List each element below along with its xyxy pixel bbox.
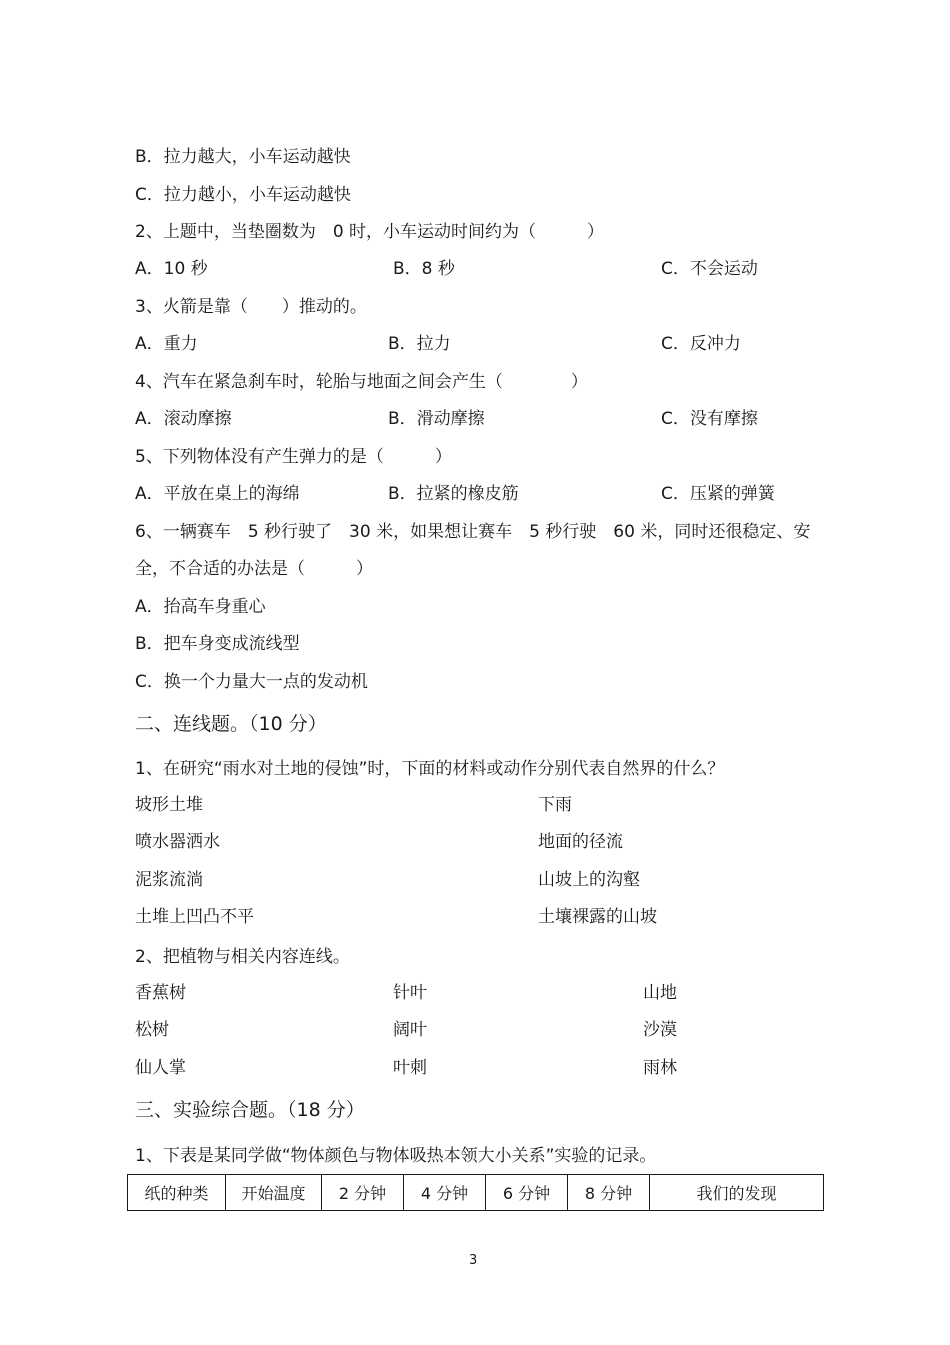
table-header-cell: 纸的种类: [128, 1175, 226, 1211]
q4-option-b: B．滑动摩擦: [388, 409, 485, 429]
s2-q1-left-item: 泥浆流淌: [135, 870, 203, 890]
q6-stem-line1: 6、一辆赛车 5 秒行驶了 30 米，如果想让赛车 5 秒行驶 60 米，同时还很稳定、安: [135, 522, 811, 542]
q6-option-c: C．换一个力量大一点的发动机: [135, 672, 368, 692]
s2-q1-stem: 1、在研究“雨水对土地的侵蚀”时，下面的材料或动作分别代表自然界的什么？: [135, 759, 725, 779]
experiment-record-table: [127, 1174, 824, 1211]
q3-option-c: C．反冲力: [661, 334, 741, 354]
s2-q2-plant: 仙人掌: [135, 1058, 186, 1078]
q1-option-c: C．拉力越小，小车运动越快: [135, 185, 351, 205]
q2-option-c: C．不会运动: [661, 259, 758, 279]
q3-option-b: B．拉力: [388, 334, 451, 354]
s2-q1-right-item: 山坡上的沟壑: [538, 870, 640, 890]
table-header-cell: 4 分钟: [404, 1175, 486, 1211]
s2-q1-right-item: 下雨: [538, 795, 572, 815]
table-header-cell: 8 分钟: [568, 1175, 650, 1211]
s2-q2-leaf: 叶刺: [393, 1058, 427, 1078]
section2-title: 二、连线题。（10 分）: [135, 713, 327, 735]
section3-title: 三、实验综合题。（18 分）: [135, 1099, 365, 1121]
q4-stem: 4、汽车在紧急刹车时，轮胎与地面之间会产生（ ）: [135, 372, 588, 392]
q5-stem: 5、下列物体没有产生弹力的是（ ）: [135, 447, 452, 467]
q5-option-a: A．平放在桌上的海绵: [135, 484, 300, 504]
s2-q1-left-item: 喷水器洒水: [135, 832, 220, 852]
s2-q1-left-item: 坡形土堆: [135, 795, 203, 815]
q4-option-a: A．滚动摩擦: [135, 409, 232, 429]
table-header-cell: 我们的发现: [650, 1175, 824, 1211]
s2-q2-leaf: 阔叶: [393, 1020, 427, 1040]
table-header-cell: 6 分钟: [486, 1175, 568, 1211]
q6-option-b: B．把车身变成流线型: [135, 634, 300, 654]
s2-q2-plant: 松树: [135, 1020, 169, 1040]
table-header-row: [128, 1175, 824, 1211]
s2-q2-habitat: 山地: [643, 983, 677, 1003]
s2-q1-right-item: 地面的径流: [538, 832, 623, 852]
q2-option-a: A．10 秒: [135, 259, 208, 279]
page-number: 3: [469, 1253, 478, 1268]
s2-q2-habitat: 雨林: [643, 1058, 677, 1078]
s2-q2-stem: 2、把植物与相关内容连线。: [135, 947, 350, 967]
s2-q1-right-item: 土壤裸露的山坡: [538, 907, 657, 927]
s2-q2-plant: 香蕉树: [135, 983, 186, 1003]
q5-option-c: C．压紧的弹簧: [661, 484, 775, 504]
q2-option-b: B．8 秒: [393, 259, 455, 279]
table-header-cell: 2 分钟: [322, 1175, 404, 1211]
q3-stem: 3、火箭是靠（ ）推动的。: [135, 297, 367, 317]
s2-q1-left-item: 土堆上凹凸不平: [135, 907, 254, 927]
q2-stem: 2、上题中，当垫圈数为 0 时，小车运动时间约为（ ）: [135, 222, 605, 242]
q3-option-a: A．重力: [135, 334, 198, 354]
table-header-cell: 开始温度: [226, 1175, 322, 1211]
q4-option-c: C．没有摩擦: [661, 409, 758, 429]
q5-option-b: B．拉紧的橡皮筋: [388, 484, 519, 504]
s2-q2-habitat: 沙漠: [643, 1020, 677, 1040]
q6-stem-line2: 全，不合适的办法是（ ）: [135, 559, 373, 579]
s2-q2-leaf: 针叶: [393, 983, 427, 1003]
q1-option-b: B．拉力越大，小车运动越快: [135, 147, 351, 167]
q6-option-a: A．抬高车身重心: [135, 597, 266, 617]
s3-q1-stem: 1、下表是某同学做“物体颜色与物体吸热本领大小关系”实验的记录。: [135, 1146, 657, 1166]
